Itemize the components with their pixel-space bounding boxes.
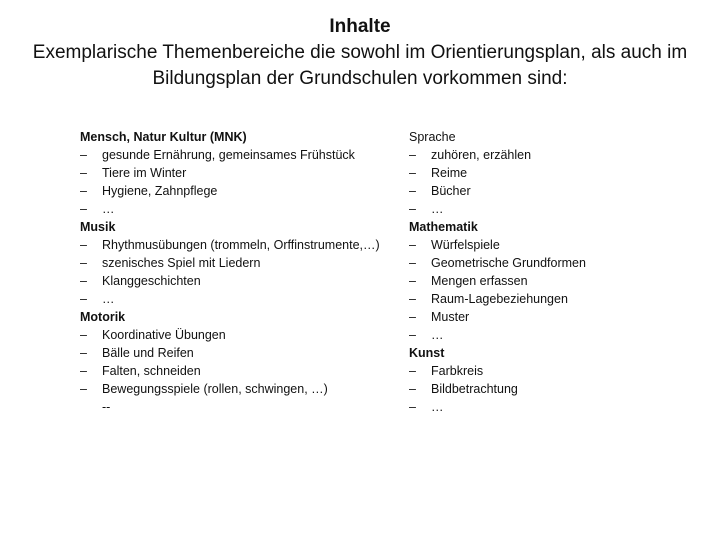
list-item-text: Rhythmusübungen (trommeln, Orffinstrumente,…) [102, 238, 380, 252]
list-item [409, 398, 709, 416]
list-item-text: Farbkreis [431, 364, 484, 378]
list-item [80, 362, 380, 380]
section-heading-musik: Musik [80, 220, 116, 234]
bullet-dash: – [409, 310, 416, 324]
trailing-dashes: -- [102, 400, 111, 414]
bullet-dash: – [409, 256, 416, 270]
list-item [409, 380, 709, 398]
bullet-dash: – [80, 166, 87, 180]
bullet-dash: – [80, 184, 87, 198]
list-item-text: Bewegungsspiele (rollen, schwingen, …) [102, 382, 328, 396]
list-item [80, 344, 380, 362]
bullet-dash: – [409, 202, 416, 216]
title-subheading: Exemplarische Themenbereiche die sowohl im Orientierungsplan, als auch im Bildungsplan der Grundschulen vorkommen sind: [32, 42, 688, 89]
right-column [409, 128, 709, 416]
list-item-text: Geometrische Grundformen [431, 256, 586, 270]
list-item [409, 164, 709, 182]
bullet-dash: – [409, 148, 416, 162]
list-item-text: … [431, 328, 444, 342]
bullet-dash: – [80, 346, 87, 360]
list-item [409, 308, 709, 326]
list-item [80, 236, 380, 254]
bullet-dash: – [409, 400, 416, 414]
list-item [80, 380, 380, 398]
list-item [409, 200, 709, 218]
list-item [409, 254, 709, 272]
list-item-text: Bücher [431, 184, 471, 198]
list-item-text: … [102, 202, 115, 216]
list-item-text: Bälle und Reifen [102, 346, 194, 360]
section-heading-kunst: Kunst [409, 346, 445, 360]
list-item-text: Würfelspiele [431, 238, 500, 252]
bullet-dash: – [409, 328, 416, 342]
bullet-dash: – [409, 238, 416, 252]
slide-title [0, 14, 720, 92]
list-item [80, 326, 380, 344]
list-item-text: Reime [431, 166, 468, 180]
bullet-dash: – [409, 274, 416, 288]
bullet-dash: – [80, 328, 87, 342]
list-item-text: Raum-Lagebeziehungen [431, 292, 568, 306]
list-item [409, 272, 709, 290]
list-item-text: Bildbetrachtung [431, 382, 518, 396]
bullet-dash: – [80, 148, 87, 162]
list-item [80, 182, 380, 200]
list-item-text: … [431, 400, 444, 414]
bullet-dash: – [409, 184, 416, 198]
list-item-text: gesunde Ernährung, gemeinsames Frühstück [102, 148, 355, 162]
list-item [80, 254, 380, 272]
bullet-dash: – [80, 202, 87, 216]
list-item [409, 146, 709, 164]
section-heading-sprache: Sprache [409, 130, 456, 144]
list-item-text: … [102, 292, 115, 306]
bullet-dash: – [80, 238, 87, 252]
list-item-text: Falten, schneiden [102, 364, 201, 378]
bullet-dash: – [80, 382, 87, 396]
list-item [409, 182, 709, 200]
list-item [409, 236, 709, 254]
list-item-text: Mengen erfassen [431, 274, 528, 288]
bullet-dash: – [80, 256, 87, 270]
list-item [80, 200, 380, 218]
bullet-dash: – [409, 364, 416, 378]
list-item [409, 362, 709, 380]
bullet-dash: – [80, 364, 87, 378]
list-item-text: Muster [431, 310, 470, 324]
list-item [409, 290, 709, 308]
section-heading-motorik: Motorik [80, 310, 126, 324]
list-item-text: zuhören, erzählen [431, 148, 532, 162]
section-heading-mensch-natur-kultur-mnk: Mensch, Natur Kultur (MNK) [80, 130, 247, 144]
bullet-dash: – [409, 292, 416, 306]
list-item [80, 272, 380, 290]
list-item [409, 326, 709, 344]
list-item-text: Tiere im Winter [102, 166, 187, 180]
list-item-text: Klanggeschichten [102, 274, 201, 288]
bullet-dash: – [409, 166, 416, 180]
list-item-text: Koordinative Übungen [102, 328, 226, 342]
section-heading-mathematik: Mathematik [409, 220, 478, 234]
bullet-dash: – [80, 292, 87, 306]
list-item-text: szenisches Spiel mit Liedern [102, 256, 261, 270]
left-column [80, 128, 380, 416]
list-item-text: Hygiene, Zahnpflege [102, 184, 218, 198]
list-item [80, 164, 380, 182]
list-item-text: … [431, 202, 444, 216]
list-item [80, 146, 380, 164]
title-heading: Inhalte [329, 16, 391, 37]
bullet-dash: – [80, 274, 87, 288]
bullet-dash: – [409, 382, 416, 396]
list-item [80, 290, 380, 308]
